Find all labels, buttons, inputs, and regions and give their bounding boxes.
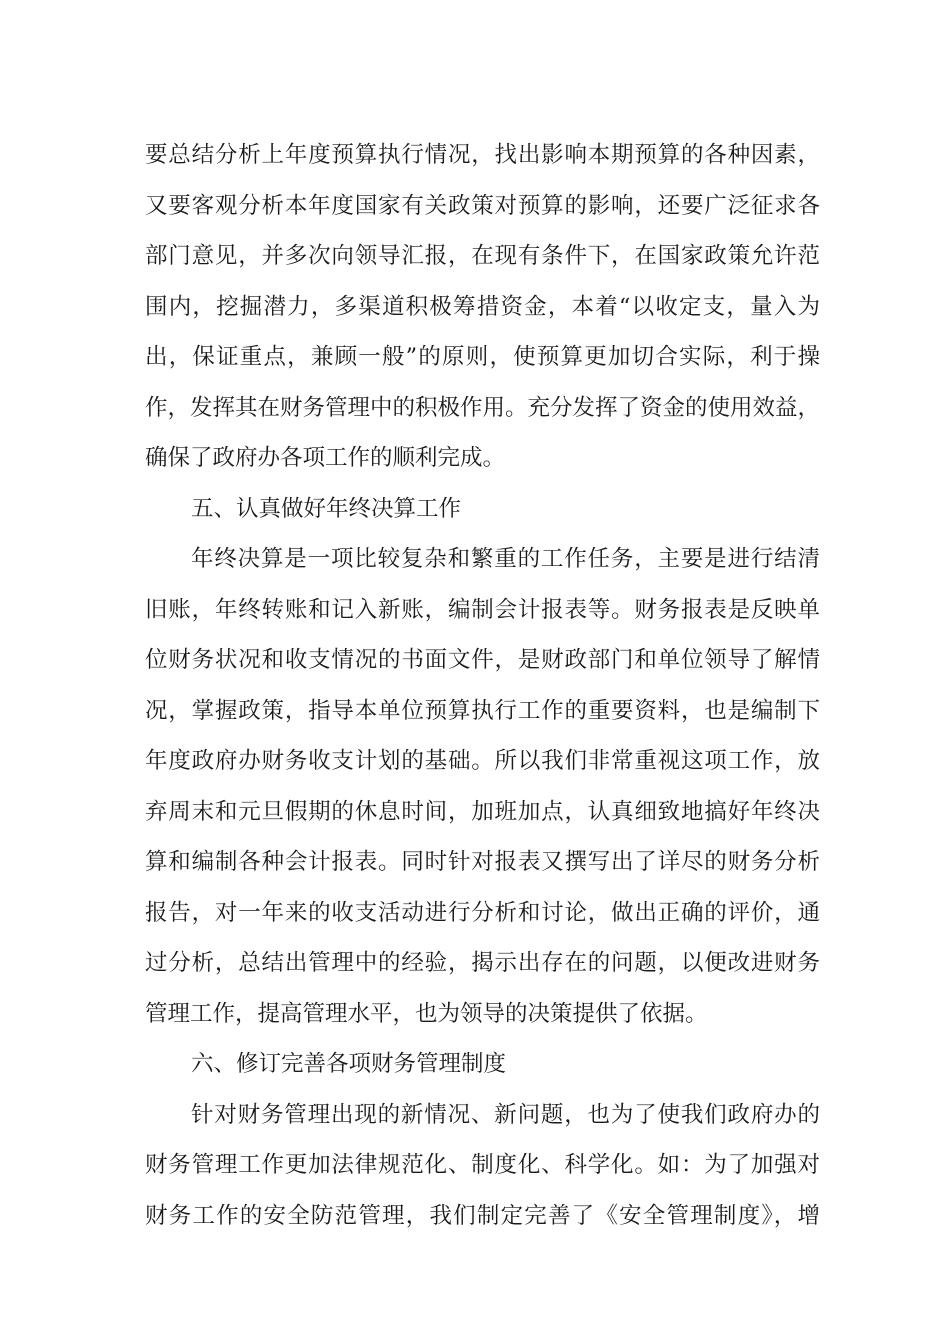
paragraph-line: 报告，对一年来的收支活动进行分析和讨论，做出正确的评价，通 bbox=[145, 899, 820, 926]
paragraph-line: 位财务状况和收支情况的书面文件，是财政部门和单位领导了解情 bbox=[145, 647, 820, 673]
paragraph-line: 围内，挖掘潜力，多渠道积极筹措资金，本着“以收定支，量入为 bbox=[145, 293, 820, 320]
paragraph-line: 旧账，年终转账和记入新账，编制会计报表等。财务报表是反映单 bbox=[145, 596, 820, 623]
paragraph-line: 财务工作的安全防范管理，我们制定完善了《安全管理制度》，增 bbox=[145, 1202, 820, 1229]
paragraph-line: 管理工作，提高管理水平，也为领导的决策提供了依据。 bbox=[145, 1000, 708, 1027]
paragraph-line: 又要客观分析本年度国家有关政策对预算的影响，还要广泛征求各 bbox=[145, 192, 820, 219]
section-heading: 五、认真做好年终决算工作 bbox=[191, 495, 462, 522]
section-heading: 六、修订完善各项财务管理制度 bbox=[191, 1051, 507, 1077]
paragraph-line: 部门意见，并多次向领导汇报，在现有条件下，在国家政策允许范 bbox=[145, 243, 820, 269]
paragraph-line: 年度政府办财务收支计划的基础。所以我们非常重视这项工作，放 bbox=[145, 748, 820, 774]
paragraph-line: 财务管理工作更加法律规范化、制度化、科学化。如：为了加强对 bbox=[145, 1152, 820, 1178]
paragraph-line: 算和编制各种会计报表。同时针对报表又撰写出了详尽的财务分析 bbox=[145, 849, 820, 875]
paragraph-line: 出，保证重点，兼顾一般”的原则，使预算更加切合实际，利于操 bbox=[145, 344, 820, 370]
paragraph-line: 况，掌握政策，指导本单位预算执行工作的重要资料，也是编制下 bbox=[145, 697, 820, 724]
paragraph-line: 作，发挥其在财务管理中的积极作用。充分发挥了资金的使用效益， bbox=[145, 394, 821, 421]
paragraph-line: 年终决算是一项比较复杂和繁重的工作任务，主要是进行结清 bbox=[191, 546, 820, 572]
paragraph-line: 针对财务管理出现的新情况、新问题，也为了使我们政府办的 bbox=[191, 1101, 820, 1128]
document-body bbox=[145, 130, 820, 1241]
paragraph-line: 过分析，总结出管理中的经验，揭示出存在的问题，以便改进财务 bbox=[145, 950, 820, 976]
paragraph-line: 确保了政府办各项工作的顺利完成。 bbox=[145, 445, 506, 471]
paragraph-line: 要总结分析上年度预算执行情况，找出影响本期预算的各种因素， bbox=[145, 142, 820, 168]
paragraph-line: 弃周末和元旦假期的休息时间，加班加点，认真细致地搞好年终决 bbox=[145, 798, 820, 825]
